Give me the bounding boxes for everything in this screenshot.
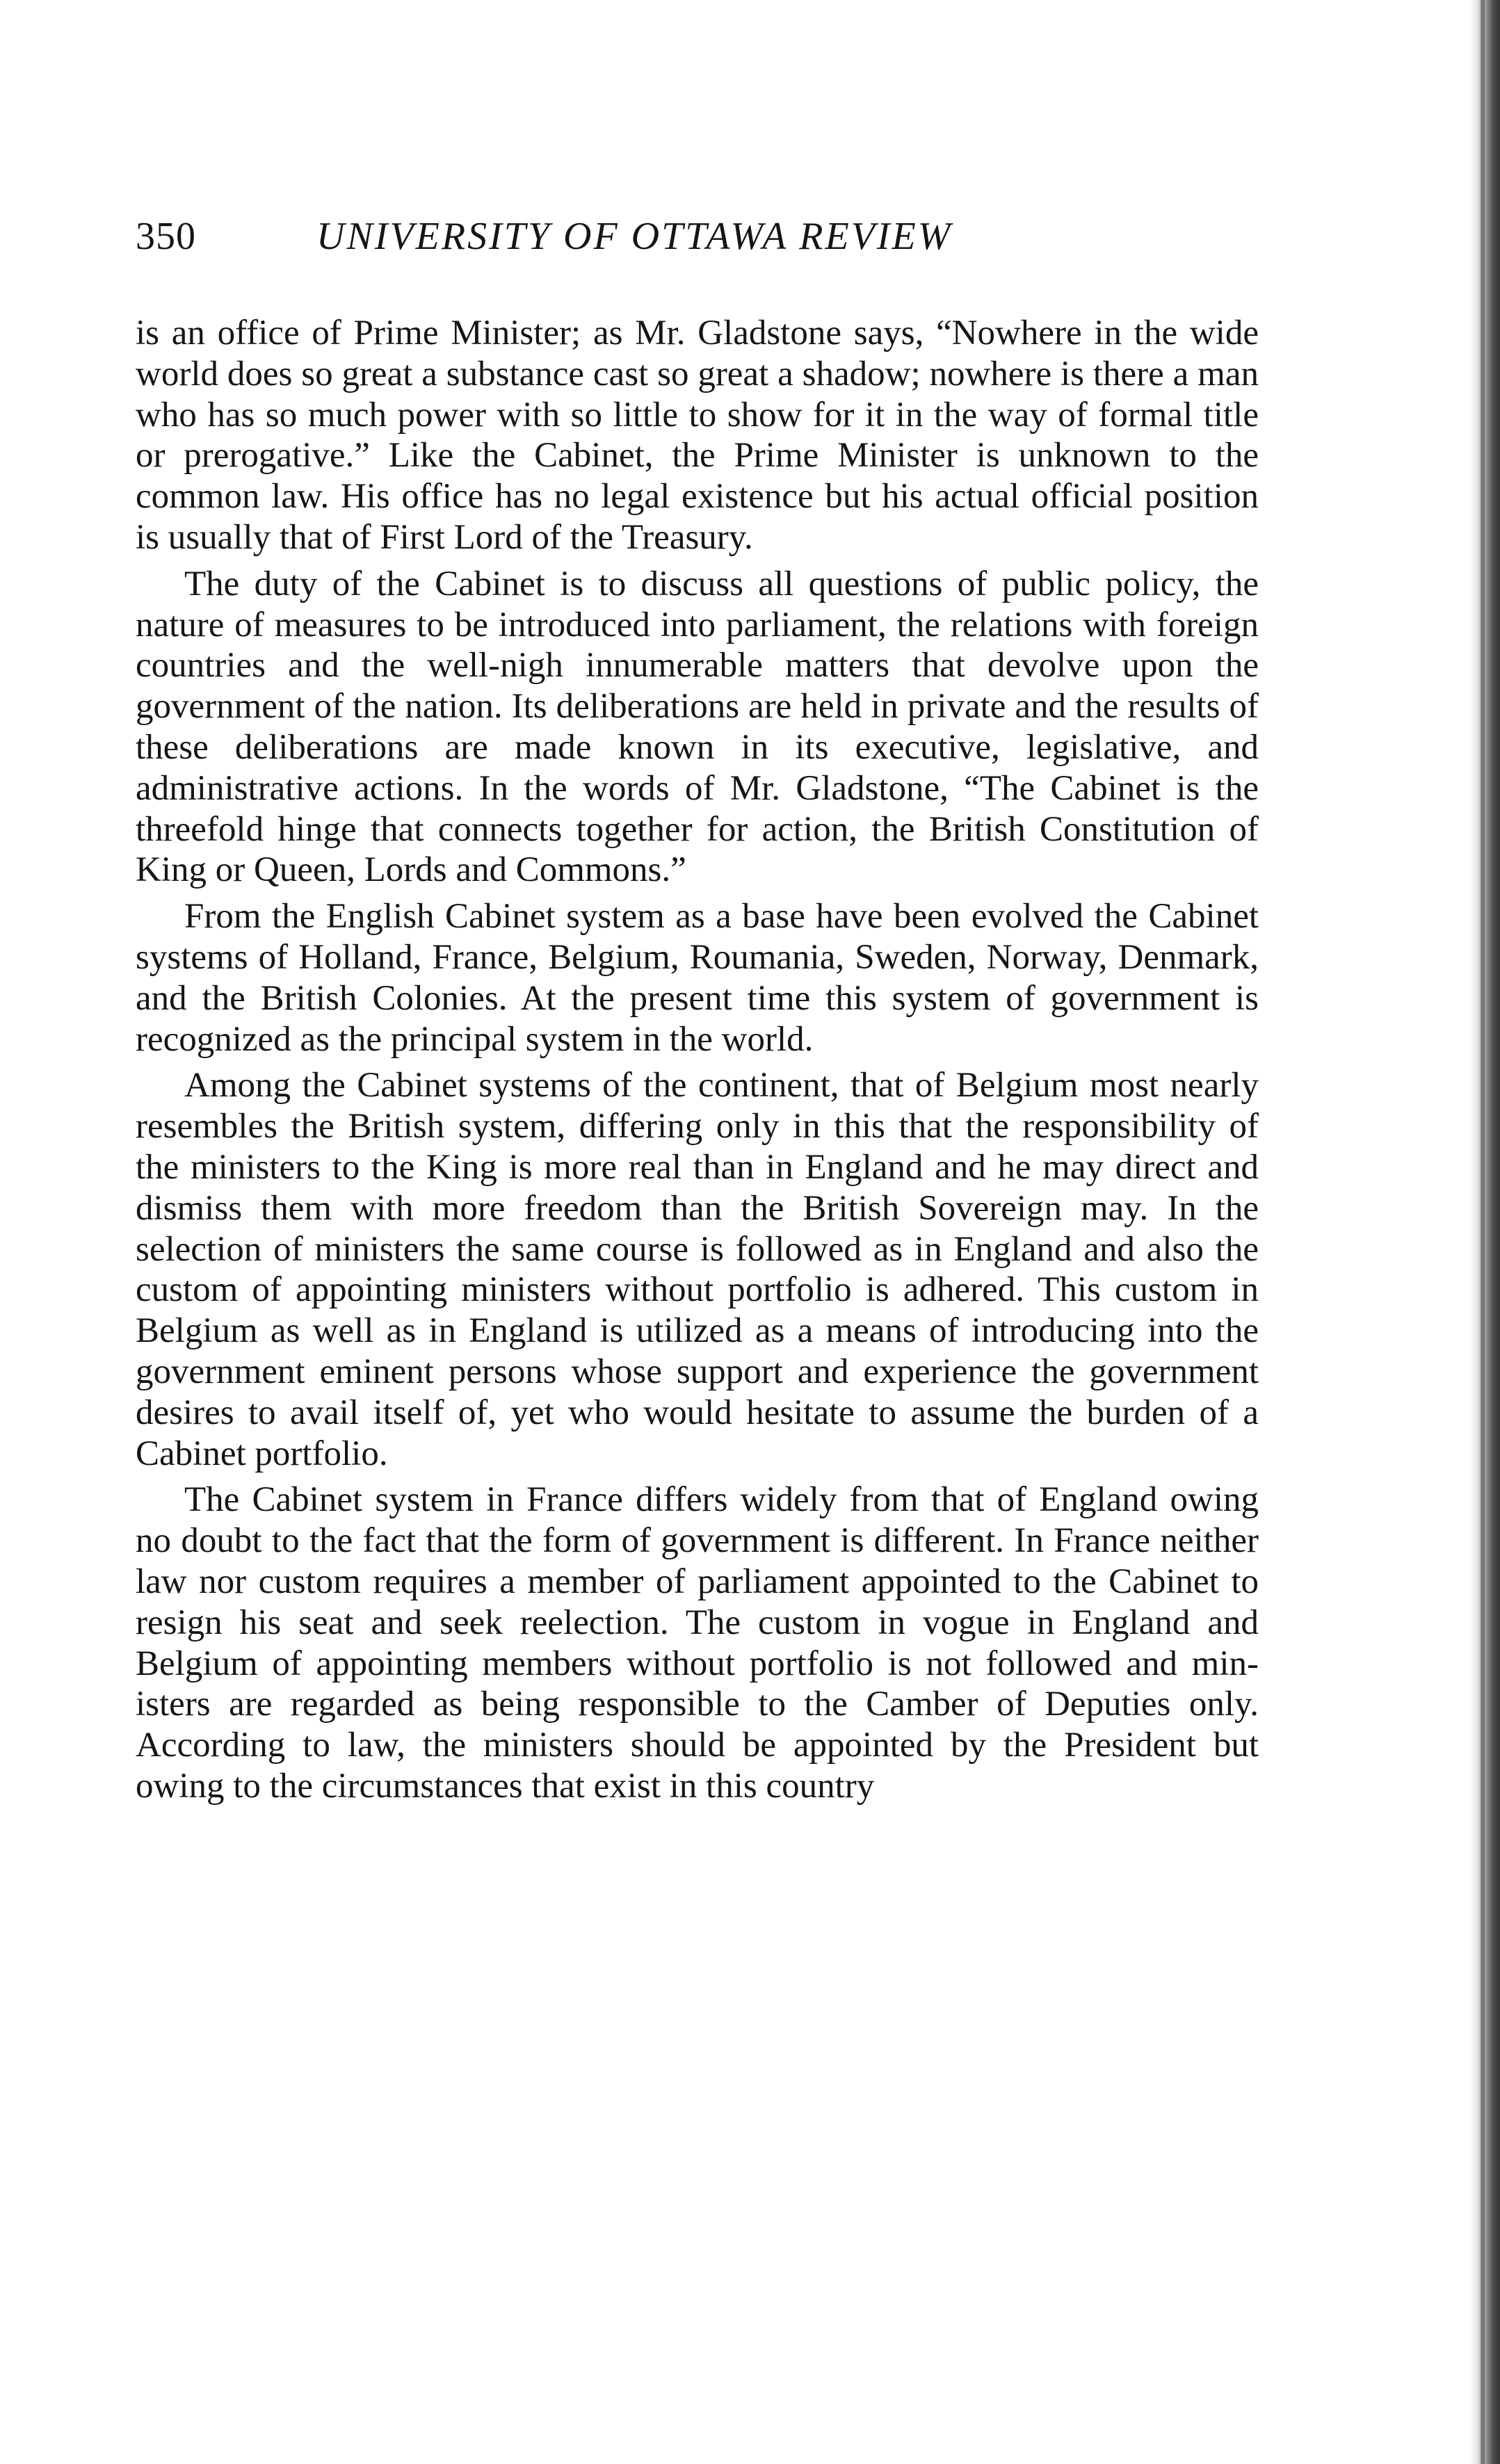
paragraph-prime-minister: is an office of Prime Minister; as Mr. Gladstone says, “Nowhere in the wide world does so great a substance cast so great a shadow; nowhere is there a man who has so much power with so little to show for it in the way of formal title or prerogative.” Like the Cabinet, the Prime Minister is unknown to the common law. His office has no legal existence but his actual official position is usually that of First Lord of the Treasury.: [136, 314, 1259, 557]
paragraph-cabinet-duty: The duty of the Cabinet is to discuss all questions of public policy, the nature of measures to be introduced into parliament, the relations with foreign countries and the well-nigh innumerable matters that devolve upon the government of the nation. Its deliberations are held in private and the results of these deliberations are made known in its executive, legislative, and administrative actions. In the words of Mr. Gladstone, “The Cabinet is the threefold hinge that connects together for action, the British Constitution of King or Queen, Lords and Commons.”: [136, 564, 1259, 890]
running-title: UNIVERSITY OF OTTAWA REVIEW: [316, 215, 953, 258]
page-header: [136, 209, 1255, 264]
paragraph-france: The Cabinet system in France differs widely from that of England owing no doubt to the fact that the form of government is different. In France neither law nor custom requires a member of parliament appointed to the Cabinet to resign his seat and seek reelection. The custom in vogue in England and Belgium of appointing members without portfolio is not followed and ministers are regarded as being responsible to the Camber of Deputies only. According to law, the ministers should be appointed by the President but owing to the circumstances that exist in this country: [136, 1480, 1259, 1806]
page-number: 350: [136, 215, 196, 258]
paragraph-cabinet-systems: From the English Cabinet system as a base have been evolved the Cabinet systems of Holland, France, Belgium, Roumania, Sweden, Norway, Denmark, and the British Colonies. At the present time this system of government is recognized as the principal system in the world.: [136, 897, 1259, 1059]
scan-edge-line: [1481, 0, 1485, 2464]
paragraph-belgium: Among the Cabinet systems of the continent, that of Belgium most nearly resembles the British system, differing only in this that the responsibility of the ministers to the King is more real than in England and he may direct and dismiss them with more freedom than the British Sovereign may. In the selection of ministers the same course is followed as in England and also the custom of appointing ministers without portfolio is adhered. This custom in Belgium as well as in England is utilized as a means of introducing into the government eminent persons whose support and experience the government desires to avail itself of, yet who would hesitate to assume the burden of a Cabinet portfolio.: [136, 1066, 1259, 1473]
article-body: [136, 313, 1259, 1813]
